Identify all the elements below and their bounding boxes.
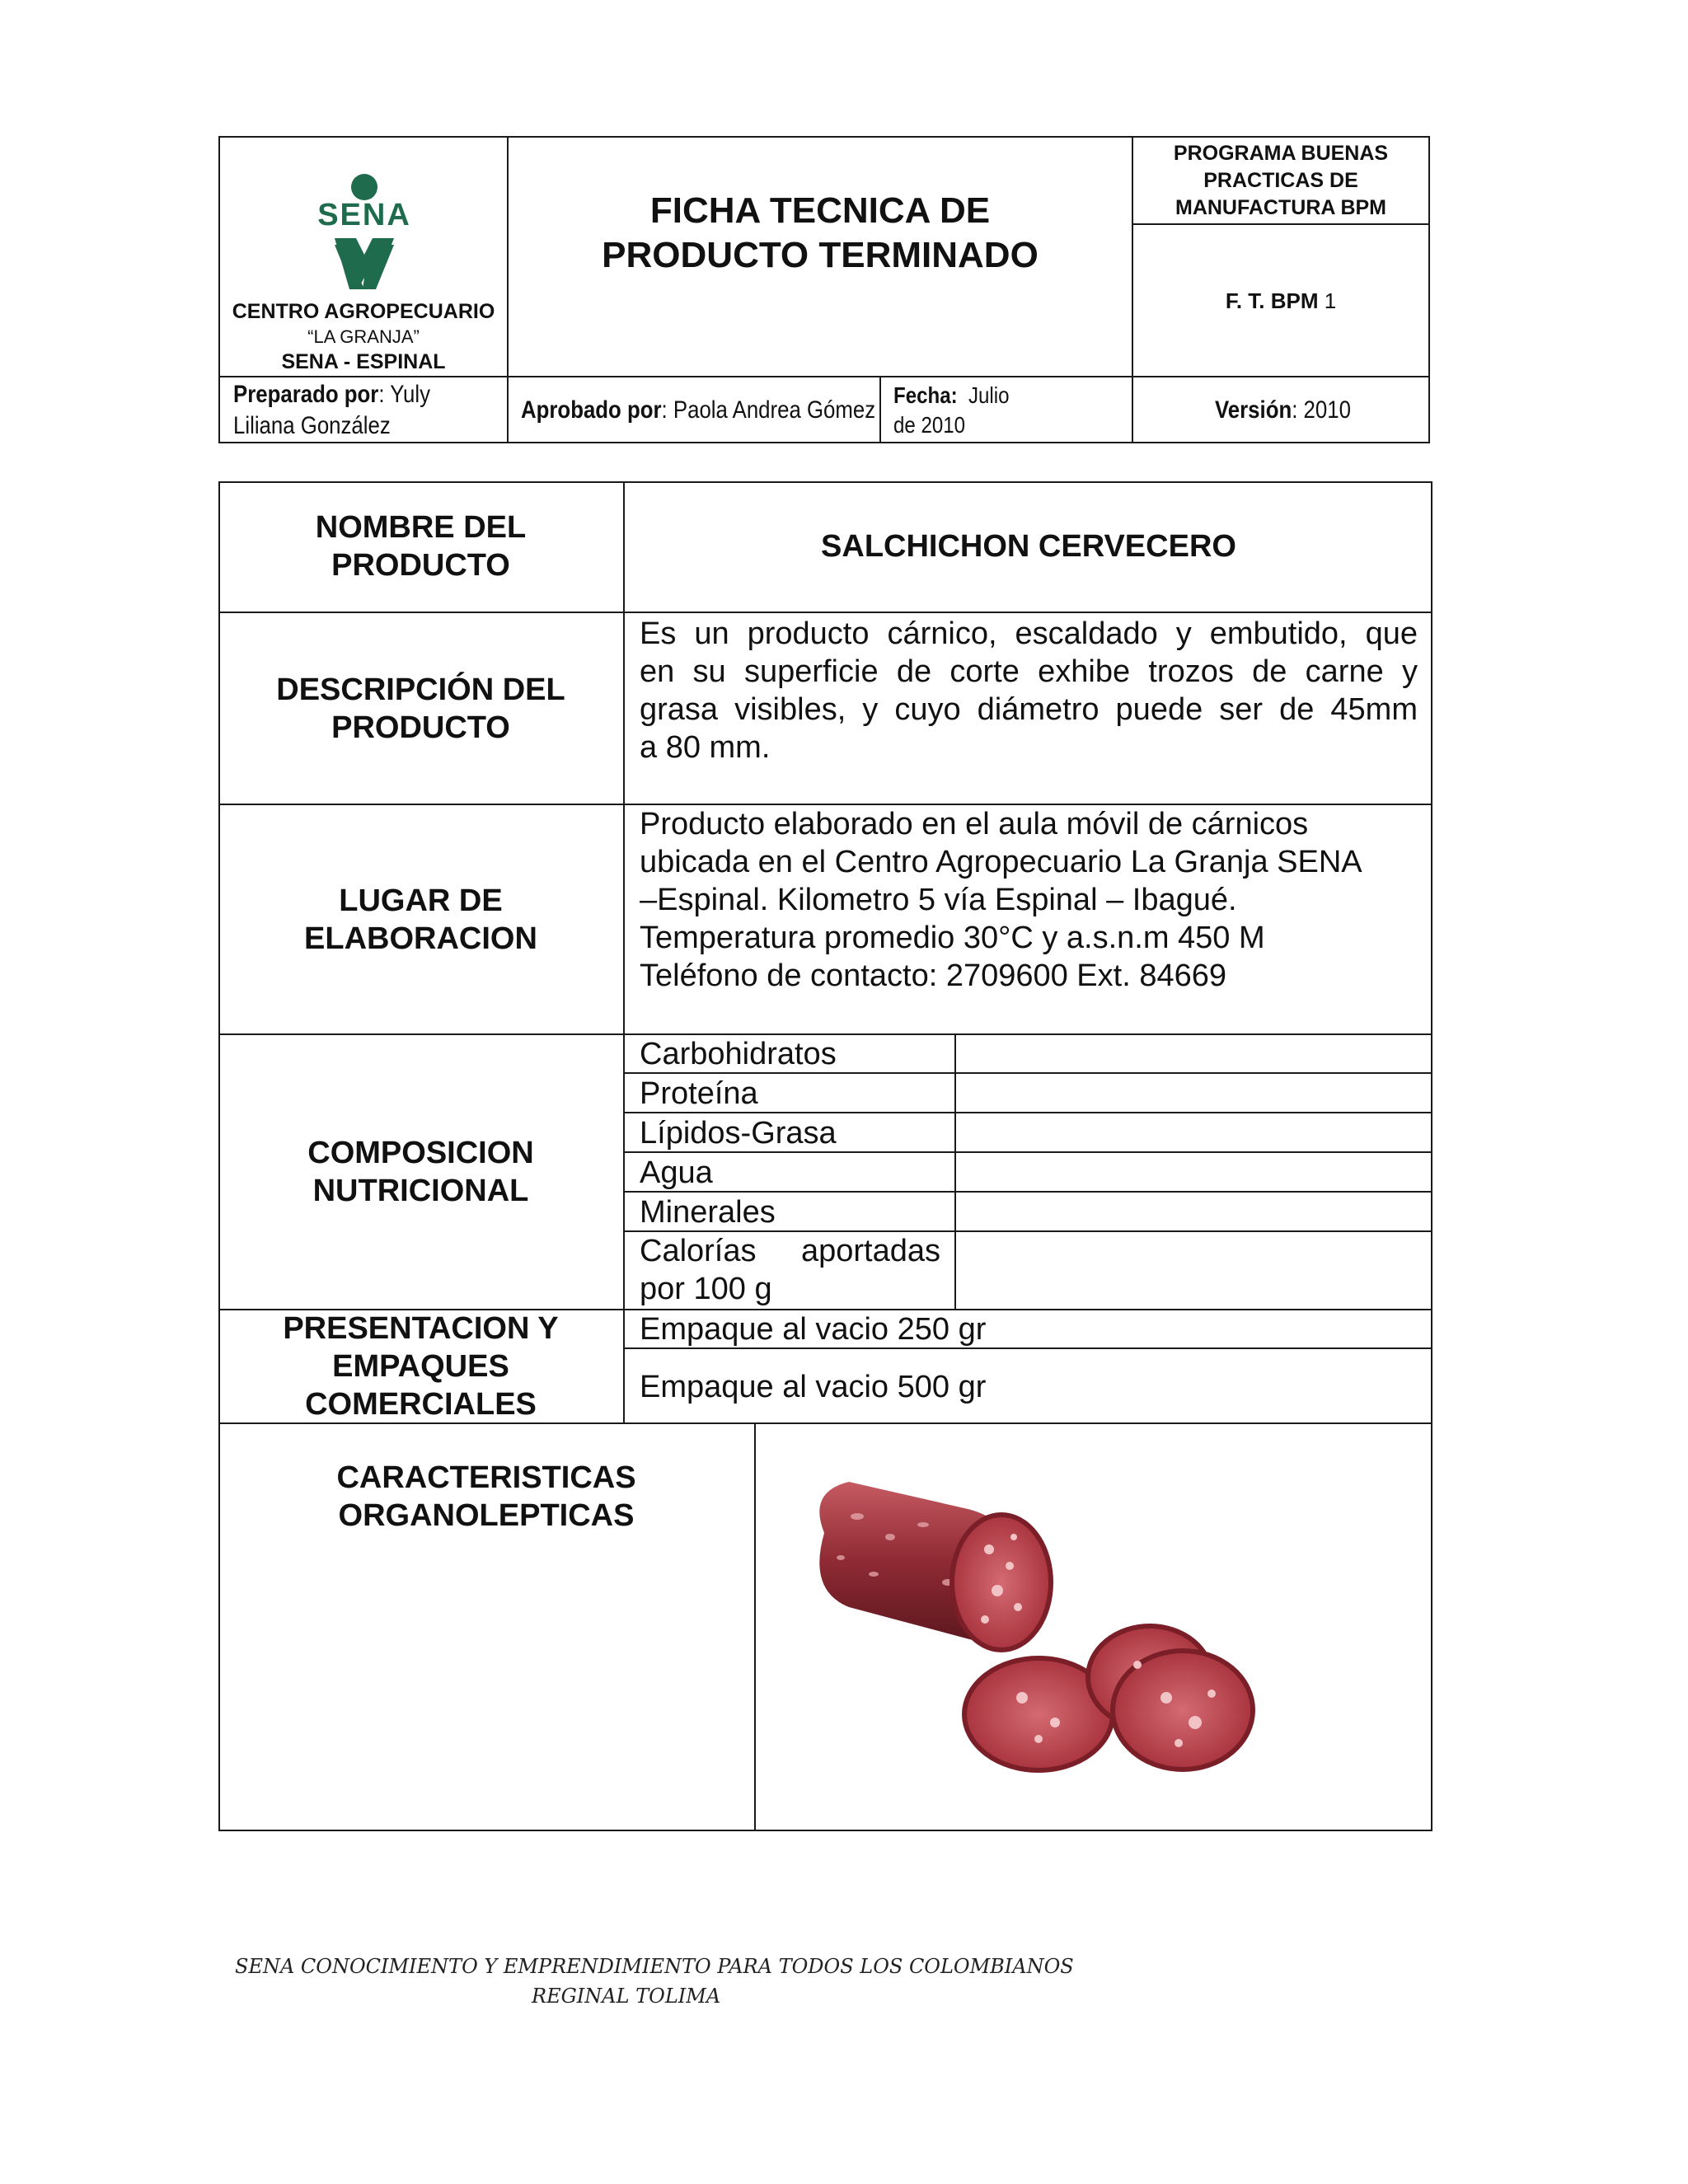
composition-label: COMPOSICION NUTRICIONAL [307, 1136, 534, 1208]
approved-by: Aprobado por: Paola Andrea Gómez [521, 396, 876, 424]
document-title [507, 185, 1133, 281]
date-label: Fecha: [893, 382, 958, 408]
salami-slice [1113, 1651, 1253, 1769]
document-code [1132, 223, 1430, 377]
description-label: DESCRIPCIÓN DEL PRODUCTO [276, 672, 565, 745]
description-text [640, 615, 1418, 766]
footer-slogan: SENA CONOCIMIENTO Y EMPRENDIMIENTO PARA TODOS LOS COLOMBIANOS [235, 1955, 1074, 1978]
place-label: LUGAR DE ELABORACION [304, 883, 537, 956]
col-divider [623, 481, 625, 1423]
center-place: SENA - ESPINAL [281, 350, 446, 373]
nutrient-water: Agua [640, 1155, 713, 1190]
product-name: SALCHICHON CERVECERO [821, 529, 1236, 564]
prepared-value-1: Yuly [390, 381, 431, 408]
title-line-1: FICHA TECNICA DE [649, 190, 991, 231]
presentation-label: PRESENTACION Y EMPAQUES COMERCIALES [283, 1311, 559, 1422]
sena-logo [298, 169, 430, 293]
place-line: –Espinal. Kilometro 5 vía Espinal – Ibagué. [640, 883, 1237, 917]
approved-label: Aprobado por [521, 396, 662, 424]
salami-image [791, 1459, 1302, 1805]
nutrient-carbohydrates: Carbohidratos [640, 1037, 837, 1071]
center-name: CENTRO AGROPECUARIO [232, 300, 495, 323]
description-line: en su superficie de corte exhibe trozos de carne y [640, 654, 1418, 689]
prepared-label: Preparado por [233, 381, 379, 408]
package-500: Empaque al vacio 500 gr [640, 1370, 987, 1404]
version: Versión: 2010 [1215, 396, 1351, 424]
description-line: a 80 mm. [640, 730, 771, 765]
logo-text: SENA [317, 198, 411, 232]
footer-region: REGINAL TOLIMA [532, 1985, 721, 2008]
program-line-1: PROGRAMA BUENAS [1173, 141, 1389, 165]
date-value-1: Julio [968, 382, 1010, 408]
code-label: F. T. BPM [1225, 288, 1319, 313]
title-line-2: PRODUCTO TERMINADO [602, 235, 1039, 275]
center-info [218, 298, 509, 376]
code-value: 1 [1324, 288, 1337, 313]
approved-value: Paola Andrea Gómez [673, 396, 876, 424]
place-text [640, 805, 1418, 995]
nutrient-protein: Proteína [640, 1076, 758, 1111]
nutrition-col-divider [954, 1033, 956, 1309]
version-label: Versión [1215, 396, 1292, 424]
date [893, 381, 1124, 440]
program-info [1132, 138, 1430, 223]
prepared-by: Preparado por: Yuly Liliana González [233, 379, 505, 442]
program-line-3: MANUFACTURA BPM [1175, 195, 1386, 219]
version-value: 2010 [1303, 396, 1351, 424]
center-sub: “LA GRANJA” [307, 326, 420, 347]
prepared-value-2: Liliana González [233, 412, 391, 439]
name-label: NOMBRE DEL PRODUCTO [315, 510, 527, 583]
date-value-2: de 2010 [893, 412, 966, 438]
nutrition-row-divider [623, 1191, 1432, 1193]
place-line: ubicada en el Centro Agropecuario La Granja SENA [640, 845, 1362, 879]
nutrient-minerals: Minerales [640, 1195, 776, 1230]
organoleptic-label: CARACTERISTICAS ORGANOLEPTICAS [336, 1460, 636, 1533]
logo-dot [351, 174, 377, 200]
place-line: Teléfono de contacto: 2709600 Ext. 84669 [640, 958, 1226, 993]
package-250: Empaque al vacio 250 gr [640, 1312, 987, 1347]
program-line-2: PRACTICAS DE [1203, 168, 1358, 192]
place-line: Temperatura promedio 30°C y a.s.n.m 450 M [640, 921, 1265, 955]
description-line: Es un producto cárnico, escaldado y embutido, que [640, 616, 1418, 651]
nutrient-calories: Calorías aportadas por 100 g [640, 1234, 940, 1306]
salami-cut-face [952, 1515, 1051, 1650]
description-line: grasa visibles, y cuyo diámetro puede ser de 45mm [640, 692, 1418, 727]
nutrient-lipids: Lípidos-Grasa [640, 1116, 837, 1151]
place-line: Producto elaborado en el aula móvil de cárnicos [640, 807, 1309, 841]
col-divider [754, 1422, 756, 1831]
